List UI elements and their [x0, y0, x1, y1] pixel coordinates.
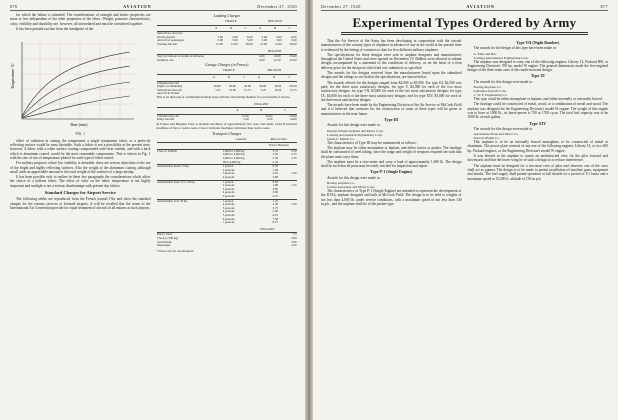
- table-cell: 15.75: [289, 87, 297, 92]
- paragraph: for which the failure is intended. The considerations of strength and elastic properties are more or less independent of the other properties of the fabric. Weight, puncture characteristics, color, visibility and durability are, however, all interrelated and must be considered together.: [10, 13, 151, 26]
- column-header: C: [236, 74, 251, 81]
- table-cell: 3 persons: [222, 205, 235, 210]
- row-label: Ordinary rate: [157, 57, 174, 62]
- table-row: [157, 221, 298, 225]
- table-cell: 5.00: [232, 38, 238, 43]
- table-cell: 4.00: [232, 34, 238, 39]
- issue-date: December 27, 1920: [321, 4, 361, 9]
- column-header: B: [249, 108, 273, 115]
- table-cell: 0.95: [260, 180, 278, 184]
- table-cell: 2.50: [272, 202, 279, 207]
- row-label: Automobile: [157, 239, 172, 244]
- table-cell: 3.00: [261, 34, 268, 39]
- country-header: ENGLAND: [225, 102, 297, 108]
- table-cell: 15.00: [260, 41, 268, 46]
- country-header: FRANCE: [209, 19, 253, 25]
- table-cell: 12.50: [241, 113, 249, 118]
- award-item: Dayton-Wright Co.: [473, 136, 500, 141]
- table-cell: 1 person: [222, 165, 260, 169]
- award-item: Dayton-Wright Airplane and Motor Corp.: [327, 128, 384, 133]
- paragraph: The airplane was designed to carry one of the following engines: Liberty 12, Packard 800, or Engineering Division's 700 hp. model W engine. The general dimensions made the five-engined design of the three main ones of this multi-motored design.: [467, 59, 608, 73]
- table-cell: 10.50: [228, 87, 236, 92]
- row-label: Visiting Aircraft: [157, 41, 178, 46]
- england-table: [157, 102, 298, 122]
- paragraph: The fuselage could be constructed of metal, wood, or a combination of metal and wood. The airplane was designed for the Engineering Division's model W engine. The weight of this engine was to have at 1000 lb., its horse-power is 700 at 1700 r.p.m. The total fuel capacity was to be 1000 lb. at each gallon.: [467, 102, 608, 120]
- paragraph: The airplane must be a two-seater and carry a load of approximately 1,000 lb. The design shall be such that all parts may be easily reached for inspection and repair.: [321, 159, 462, 169]
- paragraph: The awards for the design of this type have been made to:: [473, 46, 557, 51]
- table-cell: 5.00: [291, 38, 297, 43]
- transport-charges-table: [157, 137, 298, 225]
- table-cell: 30.00: [274, 84, 282, 89]
- column-header: C: [273, 108, 297, 115]
- table-cell: 25.00: [289, 57, 297, 62]
- row-label: Heavy truck: [157, 232, 173, 237]
- award-item: Loening Aeronautical Engineering Corp.: [327, 132, 383, 137]
- left-columns: [10, 13, 297, 253]
- table-cell: 15.75: [244, 87, 252, 92]
- table-cell: 1,000 to 2,000 kg: [222, 149, 260, 153]
- table-cell: 3.75: [272, 205, 279, 210]
- row-label: Transient Aircraft: [157, 80, 179, 85]
- table-cell: 5.00: [272, 209, 279, 214]
- country-header: FRANCE: [206, 68, 251, 74]
- table-row: [157, 59, 298, 63]
- table-cell: 1 person: [222, 199, 260, 203]
- table-cell: 5.50: [279, 149, 297, 153]
- paragraph: The awards for the designs received from the manufacturers based upon the submitted designs and the ratings as set forth in the specifications, are shown below.: [321, 71, 462, 80]
- table-cell: 1.00: [291, 243, 297, 248]
- paragraph: Awards for this design were made to:: [327, 175, 381, 180]
- right-column-2: [468, 39, 609, 207]
- row-label: Automobiles from 15 to 30 hp.: [157, 180, 223, 184]
- table-cell: 2.85: [272, 186, 279, 191]
- page-number: 876: [10, 4, 18, 9]
- article-title: Experimental Types Ordered by Army: [352, 15, 577, 30]
- table-cell: 4.00: [259, 57, 265, 62]
- award-item: Gallaudet Aircraft Corp.: [473, 89, 507, 94]
- landing-charges-table: [157, 19, 298, 47]
- table-cell: 3.10: [272, 152, 279, 157]
- row-label: On the ground: [157, 34, 175, 39]
- row-label: Daily Aircraft: [157, 117, 175, 122]
- paragraph: It was desired in the airplane to insure an unobstructed view for the pilot forward and downward, and that the lower wing be of such a design as to reduce interference.: [467, 154, 608, 163]
- table-cell: 3 persons: [222, 171, 235, 176]
- row-label: Subscribers Aircraft: [157, 87, 182, 92]
- table-cell: 1.50: [291, 202, 297, 207]
- table-cell: 5.00: [261, 38, 268, 43]
- award-item: Curtiss Aeroplane and Motor Corp.: [327, 185, 375, 190]
- table-cell: 1.25: [291, 183, 297, 188]
- garage-charges-table: [157, 68, 298, 96]
- country-header: BELGIUM: [253, 19, 297, 25]
- country-header: BELGIUM: [252, 68, 297, 74]
- award-item: Glenn L. Martin Co.: [327, 136, 355, 141]
- paragraph: This airplane is to be an internally braced monoplane, to be constructed of metal or aluminum. The power plant consists of any one of the following engines: Liberty 12, or two 400 hp. Packard engines, or the Engineering Division's model W engine.: [467, 140, 608, 153]
- column-header: A: [225, 108, 249, 115]
- row-label: [157, 221, 223, 225]
- table-cell: 0.70: [260, 165, 278, 169]
- table-cell: 3 persons: [222, 186, 235, 191]
- table-row: [157, 244, 298, 248]
- paragraph: The awards for this design were made to:: [473, 126, 533, 131]
- table-cell: 45.00: [289, 84, 297, 89]
- table-cell: 6.00: [246, 34, 253, 39]
- paragraph: The following tables are reproduced from the French journal l'Air and show the standard charges for the various services at licensed airports. It will be recalled that the terms of the International Air Convention provide for equal treatment of aircraft of all nations at such airports.: [10, 197, 151, 210]
- column-header: B: [221, 74, 236, 81]
- award-item: Loening Aeronautical Engineering Corp.: [473, 55, 529, 60]
- table-cell: 5.00: [291, 235, 297, 240]
- table-cell: 4.75: [272, 193, 279, 198]
- table-cell: 9.50: [267, 117, 273, 122]
- paragraph: effect of radiation in raising the temperature a single transparent fabric or a perfectly reflecting surface would be most desirable. Such a fabric is not a possibility at the present time, however. A fabric with a white surface coating compounded with clear varnish, and with a back which is aluminum coated, would be the most reasonable compromise. This is shown in Fig. 1 with the rate of rise of temperature plotted for each type of fabric tested.: [10, 138, 151, 160]
- table-cell: 7.50: [272, 216, 279, 221]
- column-header: France Belgium: [260, 143, 297, 150]
- table-cell: 1.00: [291, 171, 297, 176]
- column-header: Capacity: [222, 137, 260, 143]
- column-header: A: [206, 74, 221, 81]
- paragraph: That the Air Service of the Army has been developing in cooperation with the aircraft manufacturers of the country types of airplanes in advance of any in the world at the present time is evidenced by the letting of contracts to date for five different military airplanes.: [321, 39, 462, 52]
- table-cell: 1.25: [260, 199, 278, 203]
- paragraph: The airplane must be designed for a two-man crew of pilot and observer, one of the crew shall act as gunner. The design is to be made to permit installation of machine guns, equipment and bombs. The fuel supply shall permit operation at full throttle for a period of 2½ hours and a maximum speed at 15,000 ft. altitude of 150 m.p.h.: [467, 163, 608, 181]
- paragraph: The specifications for these designs were sent to airplane designers and manufacturers throughout the United States and were opened on November 19. Bidders were allowed to submit designs accompanied by a statement of the conditions of delivery, or on the basis of a firm delivery price for the design on which bid was submitted, as specified.: [321, 52, 462, 70]
- table-row: [157, 43, 298, 47]
- table-cell: Over 4,000 kg: [222, 159, 241, 164]
- table-cell: 20.00: [213, 84, 221, 89]
- paragraph: The awards for this design were made to:: [473, 79, 533, 84]
- row-label: Class of Vehicle: [157, 149, 223, 153]
- table-cell: 2.30: [272, 156, 279, 161]
- table-cell: 55.00: [289, 113, 297, 118]
- paragraph: It has been possible only to outline in these few paragraphs the considerations which affect the choice of a balloon fabric. The effect of color on the fabric temperature is not highly important and sunlight is not a serious disadvantage with present day fabrics.: [10, 175, 151, 188]
- table-cell: 3,000 to 4,000 kg: [222, 156, 245, 161]
- table-cell: 5.25: [215, 87, 221, 92]
- table-cell: 5 persons: [222, 212, 235, 217]
- paragraph: The characteristics of Type III may be summarized as follows:: [327, 140, 417, 145]
- right-column-1: [321, 39, 462, 207]
- table-cell: 2.80: [272, 175, 279, 180]
- table-cell: 12.00: [274, 41, 282, 46]
- table-cell: 5.50: [243, 117, 249, 122]
- table-cell: 14.00: [289, 117, 297, 122]
- paragraph: Awards for this design were made to:: [327, 123, 381, 128]
- table-cell: 3.00: [291, 239, 297, 244]
- table-cell: 5.00: [246, 38, 253, 43]
- row-label: Messenger: [157, 243, 171, 248]
- row-label: (night or remainder): [157, 84, 183, 89]
- row-label: Stay for balloon or bodies of balloons: [157, 54, 204, 59]
- table-cell: 15.00: [216, 41, 223, 46]
- table-cell: 10.00: [273, 54, 281, 59]
- table-cell: 7 persons: [222, 220, 235, 225]
- column-header: Rate per kilo: [260, 137, 297, 143]
- table-cell: 30.00: [228, 84, 236, 89]
- garage-note: This is on the basis of a minimum monthly lease with the subscribing member for each month of service.: [156, 94, 291, 99]
- table-cell: 4 persons: [222, 175, 235, 180]
- figure-y-label: Temperature °C: [10, 63, 15, 90]
- table-cell: 1.90: [272, 183, 279, 188]
- table-cell: 25.00: [289, 54, 297, 59]
- type-heading: Type XI: [530, 73, 545, 79]
- table-cell: [279, 221, 297, 225]
- journal-name: AVIATION: [123, 4, 152, 9]
- table-cell: 4 persons: [222, 190, 235, 195]
- table-cell: 7.5: [292, 232, 297, 237]
- paragraph: The characteristics of Type P-1 (Single Engine) are intended to represent the development of the D.H.4, airplane designed and built at McCook Field. The design is to be held to weights of not less than 4,000 lb. under service conditions, with a maximum speed of not less than 140 m.p.h., and the airplane shall be of the pusher type.: [321, 189, 462, 206]
- row-label: Subscribers Aircraft:: [157, 31, 183, 36]
- table-cell: 2.35: [291, 152, 297, 157]
- table-cell: 30.00: [245, 41, 253, 46]
- column-header: A: [252, 74, 267, 81]
- award-item: Boeing Airplane Co.: [327, 181, 355, 186]
- right-running-head: [321, 4, 608, 11]
- country-header: ENGLAND: [238, 227, 297, 233]
- right-page: [313, 0, 618, 420]
- paragraph: It has been pointed out that from the standpoint of the: [16, 26, 94, 31]
- transport-england-table: [157, 227, 298, 248]
- paragraph: The awards offered for the designs ranged from $2,000 to $5,000. For type III, $2,500 was paid; for the three most satisfactory designs, for type V, $2,000 for each of the two most satisfactory designs; for type VII, $3,000 for each of the two most satisfactory designs; for type IX, $3,000 for each of the three most satisfactory designs; and for type XIV, $3,000 for each of the three most satisfactory designs.: [321, 80, 462, 102]
- column-header: A: [209, 25, 224, 32]
- row-label: Aircraft in Transit: [157, 91, 180, 96]
- table-cell: 12.00: [230, 41, 238, 46]
- page-gutter: [305, 0, 313, 420]
- column-header: A: [253, 25, 268, 32]
- figure-caption: FIG. 1: [75, 132, 85, 137]
- table-cell: 30.00: [265, 113, 273, 118]
- table-cell: 5 persons: [222, 193, 235, 198]
- title-rule: [341, 32, 588, 35]
- table-cell: 3.00: [217, 34, 223, 39]
- column-header: C: [282, 74, 297, 81]
- table-cell: 30.00: [289, 41, 297, 46]
- issue-date: December 27, 1920: [257, 4, 297, 9]
- table-cell: 6.00: [291, 34, 297, 39]
- page-number: 877: [600, 4, 608, 9]
- section-heading: Standard Charges for Airport Service: [44, 190, 116, 196]
- paragraph: The awards have been made by the Engineering Division of the Air Service at McCook Field and it is believed that contracts for the construction of some of these types will be given to manufacturers in the near future.: [321, 103, 462, 116]
- left-column-1: [10, 13, 151, 253]
- type-heading: Type P-1 (Single Engine): [370, 169, 413, 175]
- table-cell: 1.40: [272, 167, 279, 172]
- class-note: In France and Belgium Class A includes machines of approximately five seats and under. Class B includes machines of five to twelve seats. Class C includes machines with more than twelve seats.: [156, 122, 297, 130]
- garage-table-title: Garage Charges (in Francs): [205, 63, 249, 68]
- left-page: [0, 0, 305, 420]
- hangar-table: [157, 49, 298, 63]
- table-cell: 4 persons: [222, 209, 235, 214]
- table-cell: 2 persons: [222, 183, 235, 188]
- table-cell: 2.35: [291, 156, 297, 161]
- award-item: G. Elias and Bro.: [473, 51, 497, 56]
- figure-x-label: Time (min): [70, 122, 88, 128]
- landing-table-title: Landing Charges: [213, 14, 240, 18]
- table-cell: 10.50: [274, 87, 282, 92]
- table-cell: 2 persons: [222, 202, 235, 207]
- table-cell: 2.10: [272, 171, 279, 176]
- type-heading: Type XIV: [529, 120, 547, 126]
- column-header: C: [238, 25, 253, 32]
- table-cell: 12.50: [273, 57, 281, 62]
- table-cell: 8.75: [272, 220, 279, 225]
- footnote: * These only for one kilometer.: [156, 248, 195, 253]
- table-cell: 1 person: [222, 180, 260, 184]
- row-label: Transient Aircraft: [157, 113, 179, 118]
- table-cell: 3.80: [272, 190, 279, 195]
- column-header: C: [282, 25, 297, 32]
- row-label: Automobiles over 30 hp.: [157, 199, 223, 203]
- column-header: B: [268, 25, 283, 32]
- award-item: Boeing Airplane Co.: [473, 85, 502, 90]
- paragraph: This type could be either monoplane or biplane, and either internally or externally braced.: [473, 97, 603, 102]
- type-heading: Type III: [384, 117, 399, 123]
- table-cell: 3.75: [260, 149, 278, 153]
- table-cell: 2 persons: [222, 167, 235, 172]
- table-cell: 45.00: [244, 84, 252, 89]
- table-cell: 2,000 to 3,000 kg: [222, 152, 245, 157]
- row-label: Automobiles under 15 hp.: [157, 165, 223, 169]
- row-label: Aircraft of passengers: [157, 38, 185, 43]
- column-header: B: [267, 74, 282, 81]
- table-cell: 6.00: [259, 54, 265, 59]
- country-header: BELGIUM: [252, 49, 297, 55]
- table-cell: 6.25: [272, 212, 279, 217]
- type-heading: Type VII (Night Bomber): [516, 40, 560, 45]
- paragraph: For military purposes where low visibility is desirable, these are serious objections to the use of the bright and highly reflecting surfaces. Also the weight of the aluminum coating, although small, adds an appreciable amount to the total weight of the surfaces of a large airship.: [10, 161, 151, 174]
- right-columns: [321, 39, 608, 207]
- table-cell: 6 persons: [222, 216, 235, 221]
- table-cell: 4.00: [276, 34, 282, 39]
- table-cell: 5.00: [217, 38, 223, 43]
- transport-table-title: Transport Charges: [212, 131, 242, 136]
- table-cell: 5.25: [260, 87, 267, 92]
- award-item: Aeromarine Plane and Motor Co.: [473, 132, 519, 137]
- table-cell: 5.00: [276, 38, 282, 43]
- temperature-figure: [10, 34, 138, 129]
- column-header: B: [223, 25, 238, 32]
- journal-name: AVIATION: [466, 4, 495, 9]
- paragraph: The airplane may be either monoplane or biplane, and either tractor or pusher. The fuselage shall be constructed of steel tubing, since the range and weight of weapons required are such that the plane must carry them.: [321, 145, 462, 159]
- award-item: L. W. F. Engineering Co.: [473, 93, 508, 98]
- left-running-head: [10, 4, 297, 11]
- row-label: Truck (1,500 kg): [157, 235, 178, 240]
- table-cell: 2.35: [272, 159, 279, 164]
- left-column-2: [157, 13, 298, 253]
- table-cell: 20.00: [259, 84, 267, 89]
